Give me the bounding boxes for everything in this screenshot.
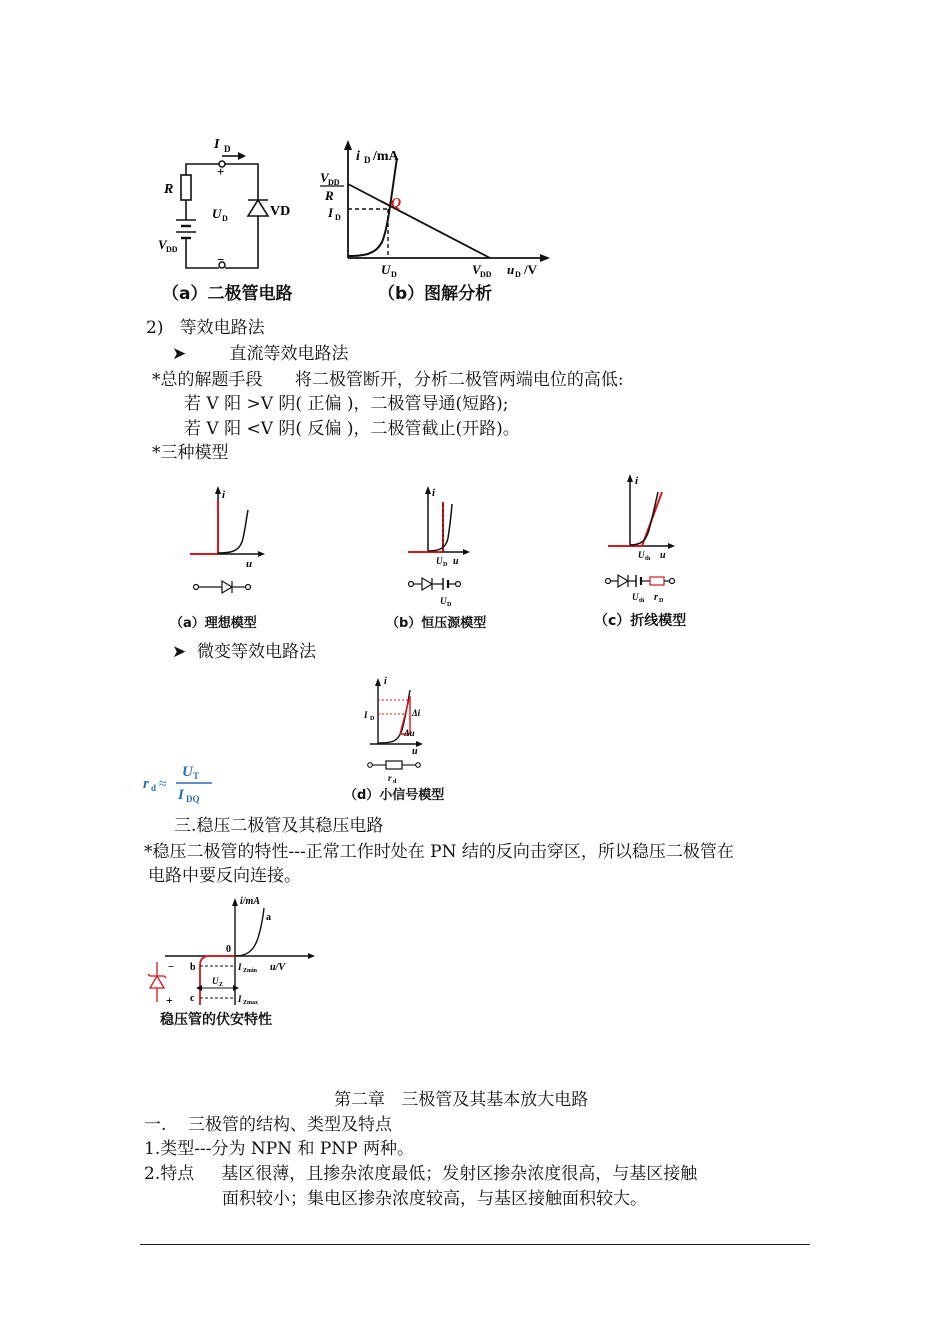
page-footer-rule: [140, 1244, 810, 1245]
x-axis-sub: D: [515, 270, 521, 279]
y-axis-label: i: [356, 149, 360, 164]
pwl-uth-sub: th: [645, 556, 651, 562]
formula-lhs-sub: d: [151, 783, 157, 793]
pwl-uth-label: U: [638, 550, 645, 560]
graph-caption: （b）图解分析: [378, 284, 493, 304]
ideal-u-label: u: [246, 558, 253, 570]
id-level-label: I: [328, 205, 334, 220]
case-forward: 若 V 阳 >V 阴( 正偏 )，二极管导通(短路);: [184, 394, 509, 414]
ud-sub: D: [222, 214, 228, 223]
ideal-i-label: i: [222, 489, 226, 501]
three-models-heading: *三种模型: [152, 443, 229, 463]
ss-delta-u: Δu: [404, 728, 415, 738]
zener-point-b: b: [190, 962, 196, 973]
ss-u-label: u: [412, 746, 418, 757]
formula-lhs: r: [143, 776, 149, 792]
ideal-model: [190, 486, 265, 593]
plus-sign: +: [217, 164, 225, 179]
formula-num-sub: T: [193, 771, 200, 781]
ss-delta-i: Δi: [412, 708, 421, 718]
cv-ud-label: U: [436, 556, 443, 566]
q-point-label: Q: [391, 196, 402, 211]
section-equivalent-circuit: 2) 等效电路法: [146, 318, 265, 338]
zener-point-c: c: [190, 993, 195, 1004]
izmax-sub: Zmax: [243, 1000, 258, 1006]
section-transistor-structure: 一. 三极管的结构、类型及特点: [144, 1115, 393, 1135]
load-line-graph: [320, 140, 550, 279]
zener-desc-line2: 电路中要反向连接。: [148, 866, 301, 886]
izmin-sub: Zmin: [243, 968, 258, 974]
x-axis-label: u: [507, 262, 515, 277]
cv-model-caption: （b）恒压源模型: [386, 616, 487, 631]
case-reverse: 若 V 阳 <V 阴( 反偏 )，二极管截止(开路)。: [184, 419, 520, 439]
id-label: I: [214, 137, 220, 152]
zener-origin: 0: [226, 944, 231, 955]
ss-id-label: I: [364, 710, 368, 720]
vdd-sub: DD: [166, 245, 178, 254]
formula-num: U: [182, 764, 193, 780]
small-signal-caption: （d）小信号模型: [344, 788, 445, 803]
formula-den: I: [178, 787, 184, 803]
cv-u-label: u: [453, 556, 459, 567]
ss-rd-sub: d: [393, 779, 397, 785]
pwl-model-caption: （c）折线模型: [594, 613, 687, 629]
pwl-uth2-sub: th: [639, 598, 645, 604]
bullet-small-signal: ➤ 微变等效电路法: [172, 642, 317, 662]
cv-ud-sub: D: [443, 562, 448, 568]
feature-line2: 面积较小；集电区掺杂浓度较高，与基区接触面积较大。: [222, 1189, 647, 1209]
pwl-uth2-label: U: [632, 592, 639, 602]
ideal-model-caption: （a）理想模型: [170, 616, 257, 631]
ud-tick-sub: D: [391, 270, 397, 279]
chapter-title: 第二章 三极管及其基本放大电路: [334, 1090, 589, 1110]
zener-diode-icon: [148, 962, 166, 1002]
ss-i-label: i: [384, 676, 387, 687]
cv-ud2-sub: D: [447, 602, 452, 608]
vdd-over-r-num-sub: DD: [328, 178, 340, 187]
pwl-rd-sub: D: [659, 598, 664, 604]
vdd-label: V: [158, 237, 167, 252]
feature-line1: 2.特点 基区很薄，且掺杂浓度最低；发射区掺杂浓度很高，与基区接触: [144, 1164, 698, 1184]
zener-point-a: a: [266, 912, 271, 923]
x-axis-unit: /V: [524, 262, 537, 277]
vd-label: VD: [270, 204, 291, 219]
circuit-caption: （a）二极管电路: [162, 284, 293, 304]
pwl-rd-label: r: [654, 592, 658, 603]
zener-y-axis: i/mA: [240, 896, 261, 907]
cv-i-label: i: [432, 487, 436, 499]
cv-ud2-label: U: [440, 596, 447, 606]
id-sub: D: [224, 144, 231, 154]
uz-sub: Z: [219, 982, 224, 988]
zener-caption: 稳压管的伏安特性: [160, 1012, 272, 1028]
izmax-label: I: [238, 994, 242, 1004]
diode-circuit: [158, 137, 290, 268]
ud-label: U: [212, 206, 222, 221]
vdd-over-r-den: R: [325, 188, 334, 203]
y-axis-unit: /mA: [373, 149, 399, 164]
zener-minus: −: [168, 961, 175, 973]
zener-iv-figure: [140, 890, 320, 1010]
pwl-u-label: u: [660, 550, 666, 561]
vdd-tick-label: V: [472, 262, 481, 277]
y-axis-sub: D: [364, 155, 371, 165]
ud-tick-label: U: [381, 262, 391, 277]
formula-approx: ≈: [159, 777, 167, 792]
uz-label: U: [212, 976, 219, 986]
constant-voltage-model: [408, 486, 470, 608]
minus-sign: −: [217, 252, 225, 267]
method-line: *总的解题手段 将二极管断开，分析二极管两端电位的高低:: [152, 370, 624, 390]
vdd-tick-sub: DD: [480, 270, 492, 279]
bullet-dc-equivalent: ➤ 直流等效电路法: [172, 344, 349, 364]
ss-rd-label: r: [388, 773, 392, 783]
zener-desc-line1: *稳压二极管的特性---正常工作时处在 PN 结的反向击穿区，所以稳压二极管在: [144, 842, 734, 862]
zener-x-axis: u/V: [270, 962, 286, 973]
pwl-i-label: i: [635, 475, 639, 487]
id-level-sub: D: [335, 213, 341, 222]
r-label: R: [164, 182, 174, 197]
ss-id-sub: D: [370, 716, 375, 722]
rd-formula: [140, 760, 220, 804]
section-zener: 三.稳压二极管及其稳压电路: [174, 816, 384, 836]
type-line: 1.类型---分为 NPN 和 PNP 两种。: [144, 1139, 415, 1159]
vdd-over-r-num: V: [320, 170, 329, 185]
formula-den-sub: DQ: [186, 794, 200, 804]
small-signal-figure: [360, 672, 450, 787]
diode-curve: [348, 158, 397, 256]
piecewise-linear-model: [606, 474, 676, 604]
zener-plus: +: [166, 993, 173, 1007]
izmin-label: I: [238, 962, 242, 972]
load-line: [348, 184, 490, 258]
